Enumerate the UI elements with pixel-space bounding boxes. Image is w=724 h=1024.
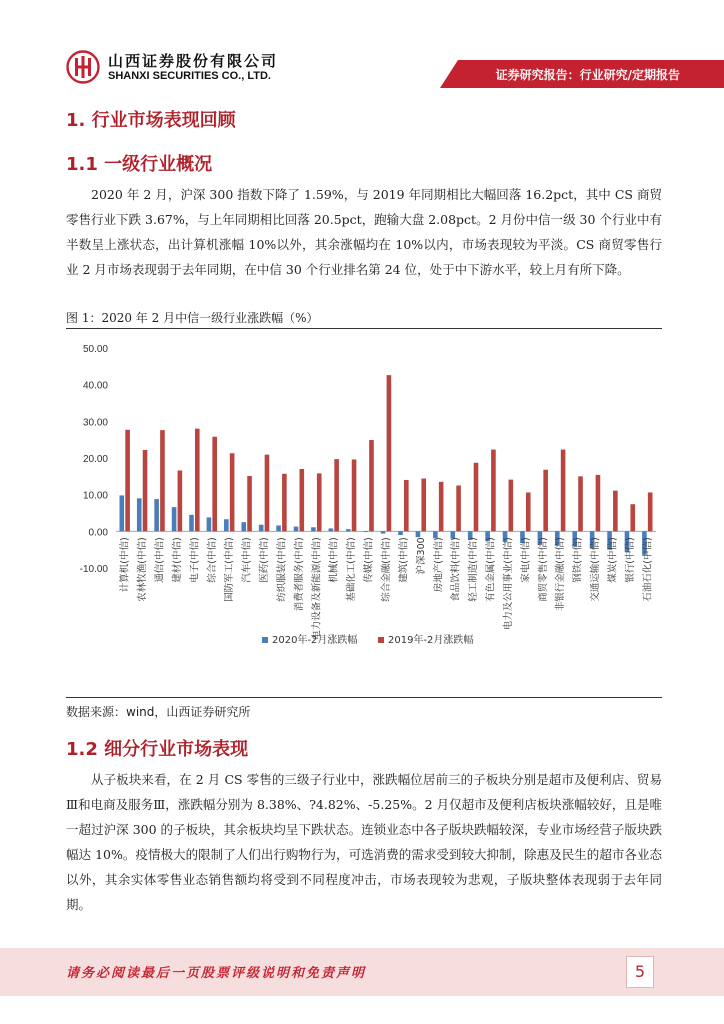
bar-2019	[596, 475, 601, 531]
bar-2020	[120, 495, 125, 531]
category-label: 有色金属(中信)	[485, 537, 497, 602]
category-label: 消费者服务(中信)	[293, 537, 305, 612]
bar-2019	[282, 474, 287, 532]
category-label: 非银行金融(中信)	[555, 537, 567, 612]
bar-2019	[334, 459, 339, 531]
bar-2019	[352, 459, 357, 531]
bar-2020	[189, 515, 194, 532]
bar-2020	[137, 498, 142, 531]
bar-2019	[212, 437, 217, 532]
bar-2019	[404, 480, 409, 531]
bar-2019	[648, 492, 653, 531]
y-tick-label: 50.00	[82, 344, 108, 355]
bar-2019	[439, 482, 444, 532]
category-label: 商贸零售(中信)	[537, 537, 549, 602]
bar-2020	[154, 499, 159, 531]
chart-legend	[262, 633, 473, 646]
category-label: 机械(中信)	[328, 537, 340, 583]
chart-category-labels	[119, 537, 654, 639]
bar-2019	[125, 430, 130, 532]
category-label: 交通运输(中信)	[590, 537, 602, 602]
paragraph-subsectors: 从子板块来看，在 2 月 CS 零售的三级子行业中，涨跌幅位居前三的子板块分别是超市及便利店、贸易Ⅲ和电商及服务Ⅲ，涨跌幅分别为 8.38%、?4.82%、-5.25%。2 月仅超市及便利店板块涨幅较好，且是唯一超过沪深 300 的子板块，其余板块均呈下跌状态。连锁业态中各子版块跌幅较深，专业市场经营子版块跌幅达 10%。疫情极大的限制了人们出行购物行为，可选消费的需求受到较大抑制，除惠及民生的超市各业态以外，其余实体零售业态销售额均将受到不同程度冲击，市场表现较为悲观，子版块整体表现弱于去年同期。	[66, 772, 662, 912]
bar-2019	[160, 430, 165, 531]
y-tick-label: 30.00	[82, 417, 108, 429]
section-title: 1. 行业市场表现回顾	[66, 110, 236, 131]
bar-2019	[543, 470, 548, 532]
bar-2019	[247, 476, 252, 531]
bar-2019	[265, 455, 270, 532]
y-tick-label: 20.00	[82, 454, 108, 465]
bar-2019	[230, 453, 235, 531]
category-label: 纺织服装(中信)	[276, 537, 288, 602]
bar-2020	[207, 517, 212, 531]
bar-2019	[195, 429, 200, 532]
subsection-title-1-1: 1.1 一级行业概况	[66, 154, 213, 175]
y-tick-label: 40.00	[82, 380, 108, 392]
category-label: 电子(中信)	[189, 537, 201, 583]
chart-bars	[120, 375, 653, 555]
bar-2019	[143, 450, 148, 531]
company-name-cn: 山西证券股份有限公司	[108, 52, 279, 70]
category-label: 传媒(中信)	[363, 537, 375, 583]
data-source: 数据来源：wind，山西证券研究所	[66, 705, 251, 719]
industry-change-bar-chart	[66, 330, 662, 692]
bar-2019	[387, 375, 392, 531]
bar-2019	[178, 470, 183, 531]
bar-2020	[241, 522, 246, 531]
company-logo-icon	[66, 50, 100, 84]
bar-2019	[630, 504, 635, 531]
category-label: 汽车(中信)	[241, 537, 253, 583]
bar-2020	[433, 531, 438, 538]
paragraph-overview: 2020 年 2 月，沪深 300 指数下降了 1.59%，与 2019 年同期相比大幅回落 16.2pct，其中 CS 商贸零售行业下跌 3.67%，与上年同期相比回落 20.5pct，跑输大盘 2.08pct。2 月份中信一级 30 个行业中有半数呈上涨状态，出计算机涨幅 10%以外，其余涨幅均在 10%以内，市场表现较为平淡。CS 商贸零售行业 2 月市场表现弱于去年同期，在中信 30 个行业排名第 24 位，处于中下游水平，较上月有所下降。	[66, 187, 662, 277]
bar-2020	[398, 531, 403, 535]
category-label: 电力设备及新能源(中信)	[311, 537, 323, 640]
category-label: 建材(中信)	[171, 537, 183, 583]
bar-2019	[474, 463, 479, 532]
bar-2019	[526, 492, 531, 531]
category-label: 沪深300	[415, 537, 427, 575]
bar-2020	[276, 525, 281, 531]
category-label: 综合(中信)	[206, 537, 218, 583]
bar-2019	[561, 450, 566, 532]
bar-2020	[294, 527, 299, 532]
category-label: 综合金融(中信)	[381, 537, 392, 602]
category-label: 通信(中信)	[154, 537, 166, 583]
bar-2020	[224, 519, 229, 531]
category-label: 国防军工(中信)	[224, 537, 236, 602]
bar-2019	[509, 480, 514, 532]
figure-bottom-rule	[66, 697, 662, 698]
bar-2019	[613, 491, 618, 532]
bar-2020	[311, 527, 316, 531]
bar-2020	[346, 529, 351, 531]
legend-swatch	[262, 637, 268, 643]
figure-top-rule	[66, 328, 662, 329]
bar-2019	[578, 476, 583, 531]
category-label: 钢铁(中信)	[572, 537, 584, 583]
category-label: 家电(中信)	[520, 537, 532, 583]
category-label: 轻工制造(中信)	[468, 537, 480, 602]
category-label: 房地产(中信)	[433, 537, 445, 593]
disclaimer-notice: 请务必阅读最后一页股票评级说明和免责声明	[66, 966, 367, 981]
bar-2020	[416, 531, 421, 537]
page-number: 5	[626, 956, 654, 988]
figure-caption: 图 1：2020 年 2 月中信一级行业涨跌幅（%）	[66, 311, 319, 325]
category-label: 食品饮料(中信)	[450, 537, 462, 602]
bar-2020	[363, 531, 368, 532]
legend-label: 2020年-2月涨跌幅	[272, 635, 358, 646]
category-label: 计算机(中信)	[119, 537, 131, 593]
bar-2020	[329, 528, 334, 531]
subsection-title-1-2: 1.2 细分行业市场表现	[66, 739, 249, 760]
bar-2019	[456, 486, 461, 532]
bar-2019	[317, 473, 322, 531]
category-label: 医药(中信)	[259, 537, 271, 583]
category-label: 石油石化(中信)	[642, 537, 654, 602]
bar-2019	[421, 479, 426, 532]
category-label: 农林牧渔(中信)	[137, 537, 149, 602]
page-header	[0, 0, 724, 92]
bar-2020	[259, 525, 264, 532]
legend-swatch	[378, 637, 384, 643]
legend-label: 2019年-2月涨跌幅	[388, 635, 474, 646]
bar-2019	[300, 469, 305, 531]
y-tick-label: -10.00	[79, 564, 108, 575]
category-label: 煤炭(中信)	[607, 537, 619, 583]
category-label: 基础化工(中信)	[346, 537, 358, 602]
category-label: 电力及公用事业(中信)	[502, 537, 514, 631]
y-tick-label: 0.00	[88, 527, 108, 539]
bar-2019	[369, 440, 374, 531]
category-label: 银行(中信)	[624, 537, 636, 583]
bar-2020	[381, 531, 386, 533]
report-type: 证券研究报告：行业研究/定期报告	[495, 68, 680, 82]
y-tick-label: 10.00	[82, 490, 108, 502]
bar-2019	[491, 450, 496, 532]
company-name-en: SHANXI SECURITIES CO., LTD.	[108, 70, 271, 82]
bar-2020	[172, 507, 177, 531]
category-label: 建筑(中信)	[398, 537, 410, 583]
